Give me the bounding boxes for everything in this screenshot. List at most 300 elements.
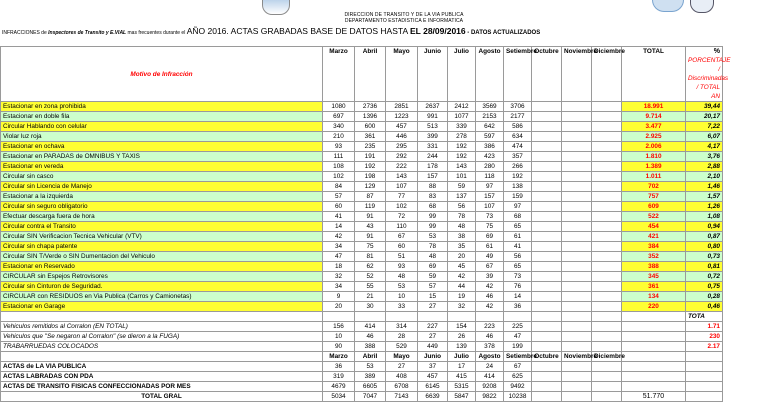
month-value	[562, 172, 592, 182]
month-subheader: Julio	[448, 352, 476, 362]
month-value: 52	[355, 272, 386, 282]
row-total: 18.991	[622, 102, 686, 112]
month-value: 137	[448, 192, 476, 202]
month-value	[562, 322, 592, 332]
blank-cell	[622, 322, 686, 332]
month-value: 43	[355, 222, 386, 232]
infraction-row	[1, 272, 723, 282]
month-value	[532, 232, 562, 242]
month-value: 143	[386, 172, 418, 182]
month-value: 101	[448, 172, 476, 182]
month-value: 388	[355, 342, 386, 352]
month-value: 235	[355, 142, 386, 152]
month-value: 2177	[504, 112, 532, 122]
month-value: 138	[504, 182, 532, 192]
row-percent: 0,73	[686, 252, 723, 262]
month-value: 67	[386, 232, 418, 242]
month-value	[562, 212, 592, 222]
month-value: 389	[355, 372, 386, 382]
month-value: 178	[418, 162, 448, 172]
month-value	[592, 342, 622, 352]
month-value: 53	[418, 232, 448, 242]
month-value: 14	[323, 222, 355, 232]
month-value: 57	[323, 192, 355, 202]
month-value: 68	[418, 202, 448, 212]
month-header: Julio	[448, 47, 476, 102]
month-value	[592, 242, 622, 252]
month-value	[532, 122, 562, 132]
month-value: 225	[504, 322, 532, 332]
blank-cell	[418, 312, 448, 322]
month-value	[532, 302, 562, 312]
month-value	[562, 132, 592, 142]
total-label-row	[1, 312, 723, 322]
month-value	[562, 182, 592, 192]
blank-cell	[1, 352, 323, 362]
month-value	[562, 252, 592, 262]
month-subheader: Noviembre	[562, 352, 592, 362]
month-value	[562, 202, 592, 212]
month-value: 88	[418, 182, 448, 192]
row-percent: 3,76	[686, 152, 723, 162]
actas-row	[1, 382, 723, 392]
row-total: 345	[622, 272, 686, 282]
month-value: 93	[386, 262, 418, 272]
month-value	[592, 322, 622, 332]
month-value: 119	[355, 202, 386, 212]
month-value: 415	[448, 372, 476, 382]
row-percent: 6,07	[686, 132, 723, 142]
month-value	[532, 332, 562, 342]
row-percent: 0,28	[686, 292, 723, 302]
month-value: 118	[476, 172, 504, 182]
month-value: 61	[504, 232, 532, 242]
month-value: 625	[504, 372, 532, 382]
month-value: 192	[504, 172, 532, 182]
month-value: 61	[476, 242, 504, 252]
total-header: TOTAL	[622, 47, 686, 102]
month-value: 423	[476, 152, 504, 162]
month-value: 414	[355, 322, 386, 332]
row-percent: 1,46	[686, 182, 723, 192]
month-value	[562, 122, 592, 132]
month-subheader: Junio	[418, 352, 448, 362]
month-value: 314	[386, 322, 418, 332]
row-percent: 1,08	[686, 212, 723, 222]
month-header: Junio	[418, 47, 448, 102]
month-value: 55	[355, 282, 386, 292]
month-value: 7047	[355, 392, 386, 402]
month-subheader: Setiembre	[504, 352, 532, 362]
month-value: 157	[418, 172, 448, 182]
row-total: 609	[622, 202, 686, 212]
month-value	[562, 362, 592, 372]
month-value	[592, 212, 622, 222]
month-subheader-row	[1, 352, 723, 362]
month-header: Diciembre	[592, 47, 622, 102]
month-value: 49	[476, 252, 504, 262]
infraction-row	[1, 112, 723, 122]
month-value: 6145	[418, 382, 448, 392]
month-value: 72	[386, 212, 418, 222]
month-value: 35	[448, 242, 476, 252]
month-value	[592, 192, 622, 202]
infraction-label: CIRCULAR con RESIDUOS en Via Publica (Carros y Camionetas)	[1, 292, 323, 302]
month-value: 44	[448, 282, 476, 292]
month-value: 222	[386, 162, 418, 172]
month-value	[592, 172, 622, 182]
month-value: 75	[355, 242, 386, 252]
month-value: 449	[418, 342, 448, 352]
month-value	[532, 192, 562, 202]
month-value: 102	[386, 202, 418, 212]
month-value	[562, 292, 592, 302]
month-value: 210	[323, 132, 355, 142]
month-value	[562, 152, 592, 162]
month-value: 474	[504, 142, 532, 152]
month-value	[532, 262, 562, 272]
blank-cell	[686, 392, 723, 402]
month-value	[592, 132, 622, 142]
month-header: Agosto	[476, 47, 504, 102]
month-value	[592, 122, 622, 132]
corralon-label: Vehiculos remitidos al Corralon (EN TOTAL)	[1, 322, 323, 332]
infraction-label: Circular Hablando con celular	[1, 122, 323, 132]
month-value: 7143	[386, 392, 418, 402]
month-subheader: Agosto	[476, 352, 504, 362]
month-value	[532, 292, 562, 302]
month-value: 34	[323, 242, 355, 252]
row-total: 1.389	[622, 162, 686, 172]
month-value: 107	[476, 202, 504, 212]
row-percent: 2,10	[686, 172, 723, 182]
blank-cell	[622, 312, 686, 322]
month-value: 129	[355, 182, 386, 192]
month-value: 457	[418, 372, 448, 382]
infraction-row	[1, 102, 723, 112]
row-total: 352	[622, 252, 686, 262]
infraction-label: Estacionar a la izquierda	[1, 192, 323, 202]
month-value: 60	[323, 202, 355, 212]
month-value	[532, 112, 562, 122]
infraction-label: Estacionar en zona prohibida	[1, 102, 323, 112]
month-header: Noviembre	[562, 47, 592, 102]
month-value	[562, 372, 592, 382]
month-value: 102	[323, 172, 355, 182]
month-value: 111	[323, 152, 355, 162]
month-value: 87	[355, 192, 386, 202]
blank-cell	[532, 312, 562, 322]
month-value: 91	[355, 232, 386, 242]
month-value: 53	[355, 362, 386, 372]
month-value: 27	[418, 332, 448, 342]
row-total: 9.714	[622, 112, 686, 122]
row-total: 3.477	[622, 122, 686, 132]
infraction-label: Estacionar en Garage	[1, 302, 323, 312]
percent-description: PORCENTAJE / Discriminadas / TOTAL AN	[688, 57, 731, 100]
row-percent: 0,87	[686, 232, 723, 242]
infraction-row	[1, 242, 723, 252]
month-value: 42	[476, 282, 504, 292]
blank-cell	[355, 312, 386, 322]
blank-cell	[476, 312, 504, 322]
month-value	[532, 212, 562, 222]
month-value	[592, 182, 622, 192]
month-value: 192	[448, 142, 476, 152]
month-value: 2153	[476, 112, 504, 122]
infraction-row	[1, 142, 723, 152]
month-value: 156	[323, 322, 355, 332]
month-value	[562, 242, 592, 252]
row-percent: 0,80	[686, 242, 723, 252]
month-value: 42	[323, 232, 355, 242]
month-value: 14	[504, 292, 532, 302]
month-value: 38	[448, 232, 476, 242]
month-value	[592, 262, 622, 272]
month-value: 244	[418, 152, 448, 162]
infractions-table	[0, 46, 731, 402]
month-value: 3706	[504, 102, 532, 112]
month-value: 57	[418, 282, 448, 292]
month-value	[532, 362, 562, 372]
month-value: 53	[386, 282, 418, 292]
month-value	[532, 132, 562, 142]
infraction-label: Circular sin Cinturon de Seguridad.	[1, 282, 323, 292]
month-value: 266	[504, 162, 532, 172]
infraction-label: Circular contra el Transito	[1, 222, 323, 232]
month-value: 78	[448, 212, 476, 222]
month-value	[592, 282, 622, 292]
month-value: 4679	[323, 382, 355, 392]
month-value: 97	[476, 182, 504, 192]
month-value	[562, 302, 592, 312]
month-value: 65	[504, 222, 532, 232]
blank-cell	[323, 312, 355, 322]
corralon-row	[1, 342, 723, 352]
corralon-total: 1.71	[686, 322, 723, 332]
month-value: 9822	[476, 392, 504, 402]
month-value	[562, 192, 592, 202]
month-value: 159	[504, 192, 532, 202]
percent-header	[686, 47, 731, 102]
blank-cell	[622, 352, 686, 362]
month-value: 73	[504, 272, 532, 282]
month-value: 48	[386, 272, 418, 282]
month-value: 33	[386, 302, 418, 312]
month-value: 1077	[448, 112, 476, 122]
month-value	[562, 382, 592, 392]
month-value	[592, 292, 622, 302]
month-value: 386	[476, 142, 504, 152]
blank-cell	[686, 352, 723, 362]
month-value	[532, 202, 562, 212]
month-value: 143	[448, 162, 476, 172]
row-total: 757	[622, 192, 686, 202]
month-value	[532, 282, 562, 292]
month-value	[532, 372, 562, 382]
month-subheader: Mayo	[386, 352, 418, 362]
month-value: 339	[448, 122, 476, 132]
month-value	[592, 372, 622, 382]
row-total: 361	[622, 282, 686, 292]
infraction-row	[1, 152, 723, 162]
month-value	[532, 272, 562, 282]
month-value	[592, 232, 622, 242]
infraction-label: Circular SIN Verificacion Tecnica Vehicular (VTV)	[1, 232, 323, 242]
month-value: 59	[418, 272, 448, 282]
month-value: 446	[386, 132, 418, 142]
row-percent: 20,17	[686, 112, 723, 122]
row-percent: 0,81	[686, 262, 723, 272]
row-percent: 0,72	[686, 272, 723, 282]
month-value: 39	[476, 272, 504, 282]
blank-cell	[562, 312, 592, 322]
month-value: 227	[418, 322, 448, 332]
month-value: 361	[355, 132, 386, 142]
month-value: 47	[323, 252, 355, 262]
month-value: 10	[323, 332, 355, 342]
month-value: 2637	[418, 102, 448, 112]
month-value: 154	[448, 322, 476, 332]
infraction-label: Circular sin seguro obligatorio	[1, 202, 323, 212]
month-value	[562, 272, 592, 282]
row-total: 134	[622, 292, 686, 302]
month-value: 10238	[504, 392, 532, 402]
month-value	[592, 382, 622, 392]
infraction-row	[1, 282, 723, 292]
month-value: 529	[386, 342, 418, 352]
month-value	[532, 382, 562, 392]
month-value: 198	[355, 172, 386, 182]
row-total: 388	[622, 262, 686, 272]
header-line2: DEPARTAMENTO ESTADISTICA E INFORMATICA	[344, 18, 464, 24]
month-value: 42	[448, 272, 476, 282]
month-value	[592, 302, 622, 312]
month-value	[562, 222, 592, 232]
month-value: 32	[323, 272, 355, 282]
month-header: Octubre	[532, 47, 562, 102]
infraction-label: Circular sin Licencia de Manejo	[1, 182, 323, 192]
month-value: 91	[355, 212, 386, 222]
infraction-label: Estacionar en vereda	[1, 162, 323, 172]
month-value: 5034	[323, 392, 355, 402]
month-value	[562, 342, 592, 352]
month-value: 457	[386, 122, 418, 132]
row-percent: 39,44	[686, 102, 723, 112]
month-value: 84	[323, 182, 355, 192]
month-value: 2851	[386, 102, 418, 112]
infraction-label: Estacionar en ochava	[1, 142, 323, 152]
month-value: 110	[386, 222, 418, 232]
row-percent: 1,57	[686, 192, 723, 202]
month-value: 76	[504, 282, 532, 292]
month-header: Setiembre	[504, 47, 532, 102]
month-value	[592, 362, 622, 372]
infraction-row	[1, 292, 723, 302]
infraction-row	[1, 232, 723, 242]
blank-cell	[1, 312, 323, 322]
month-value: 69	[476, 232, 504, 242]
percent-symbol: %	[713, 48, 720, 55]
month-value	[592, 332, 622, 342]
month-value: 9492	[504, 382, 532, 392]
month-value: 108	[323, 162, 355, 172]
blank-cell	[686, 362, 723, 372]
month-value: 319	[323, 372, 355, 382]
month-value	[532, 152, 562, 162]
month-value: 6639	[418, 392, 448, 402]
month-value: 991	[418, 112, 448, 122]
infraction-label: Violar luz roja	[1, 132, 323, 142]
row-percent: 0,94	[686, 222, 723, 232]
row-total: 1.011	[622, 172, 686, 182]
month-value: 78	[418, 242, 448, 252]
month-value: 99	[418, 222, 448, 232]
infraction-label: Efectuar descarga fuera de hora	[1, 212, 323, 222]
month-value: 20	[448, 252, 476, 262]
month-value	[592, 222, 622, 232]
month-value: 28	[386, 332, 418, 342]
actas-label: ACTAS de LA VIA PUBLICA	[1, 362, 323, 372]
row-total: 2.006	[622, 142, 686, 152]
month-value: 41	[504, 242, 532, 252]
month-value: 139	[448, 342, 476, 352]
month-value: 5847	[448, 392, 476, 402]
month-subheader: Abril	[355, 352, 386, 362]
total-gral-value: 51.770	[622, 392, 686, 402]
month-value: 59	[448, 182, 476, 192]
month-value: 51	[386, 252, 418, 262]
row-total: 702	[622, 182, 686, 192]
month-value: 357	[504, 152, 532, 162]
month-value: 6605	[355, 382, 386, 392]
infraction-row	[1, 122, 723, 132]
row-percent: 0,46	[686, 302, 723, 312]
month-header: Marzo	[323, 47, 355, 102]
blank-cell	[386, 312, 418, 322]
blank-cell	[622, 382, 686, 392]
month-value	[532, 162, 562, 172]
month-value: 36	[323, 362, 355, 372]
motivo-header: Motivo de Infracción	[1, 47, 323, 102]
month-value: 42	[476, 302, 504, 312]
month-value: 99	[418, 212, 448, 222]
infraction-label: Estacionar en doble fila	[1, 112, 323, 122]
month-value	[592, 112, 622, 122]
blank-cell	[622, 332, 686, 342]
infraction-row	[1, 162, 723, 172]
month-value	[562, 332, 592, 342]
infraction-row	[1, 212, 723, 222]
month-value: 600	[355, 122, 386, 132]
infraction-label: CIRCULAR sin Espejos Retrovisores	[1, 272, 323, 282]
infraction-label: Estacionar en Reservado	[1, 262, 323, 272]
month-value: 414	[476, 372, 504, 382]
month-value: 278	[448, 132, 476, 142]
month-value: 280	[476, 162, 504, 172]
month-value: 46	[476, 292, 504, 302]
month-subheader: Diciembre	[592, 352, 622, 362]
actas-label: ACTAS LABRADAS CON PDA	[1, 372, 323, 382]
month-value	[532, 142, 562, 152]
row-percent: 7,22	[686, 122, 723, 132]
infraction-row	[1, 222, 723, 232]
month-value	[532, 182, 562, 192]
month-value	[562, 112, 592, 122]
month-value: 20	[323, 302, 355, 312]
month-header: Mayo	[386, 47, 418, 102]
blank-cell	[592, 312, 622, 322]
